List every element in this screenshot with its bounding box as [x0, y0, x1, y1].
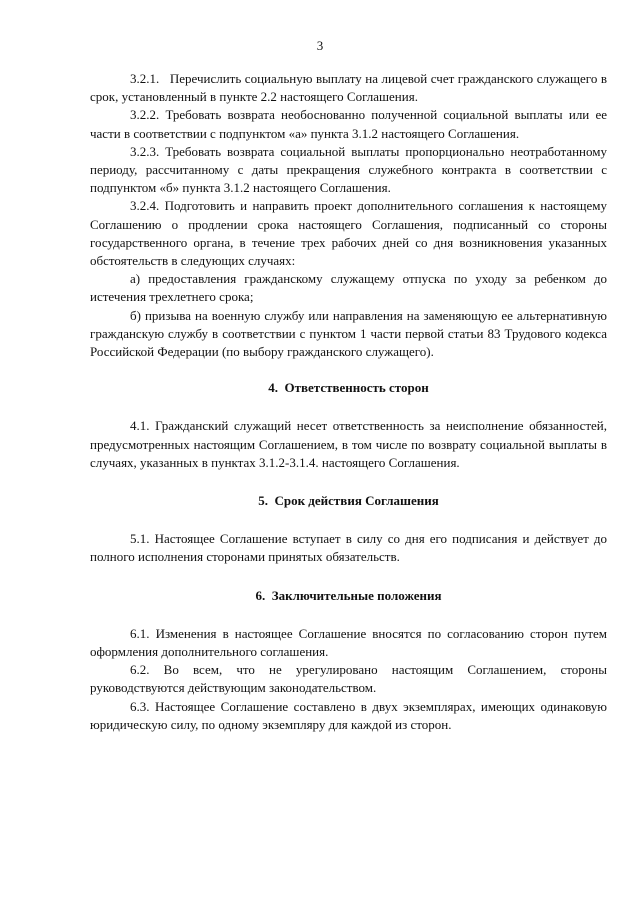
- section-4: [90, 379, 607, 472]
- section-3-continued: [90, 70, 607, 361]
- clause-5-1: 5.1. Настоящее Соглашение вступает в силу со дня его подписания и действует до полного исполнения сторонами принятых обязательств.: [90, 531, 607, 565]
- clause-6-2: 6.2. Во всем, что не урегулировано настоящим Соглашением, стороны руководствуются действующим законодательством.: [90, 662, 607, 696]
- clause-3-2-4: 3.2.4. Подготовить и направить проект дополнительного соглашения к настоящему Соглашению о продлении срока настоящего Соглашения, подписанный со стороны государственного органа, в течение трех рабочих дней со дня возникновения указанных обстоятельств в следующих случаях:: [90, 198, 607, 269]
- section-6-heading: 6. Заключительные положения: [255, 587, 442, 603]
- section-6: [90, 587, 607, 734]
- clause-3-2-4-b: б) призыва на военную службу или направления на заменяющую ее альтернативную гражданскую службу в соответствии с пунктом 1 части первой статьи 83 Трудового кодекса Российской Федерации (по выбору гражданского служащего).: [90, 307, 607, 360]
- clause-3-2-2: 3.2.2. Требовать возврата необоснованно полученной социальной выплаты или ее части в соответствии с подпунктом «а» пункта 3.1.2 настоящего Соглашения.: [90, 107, 607, 141]
- document-body: [90, 70, 607, 734]
- clause-3-2-4-a: а) предоставления гражданскому служащему отпуска по уходу за ребенком до истечения трехлетнего срока;: [90, 271, 607, 305]
- clause-3-2-3: 3.2.3. Требовать возврата социальной выплаты пропорционально неотработанному периоду, рассчитанному с даты прекращения служебного контракта в соответствии с подпунктом «б» пункта 3.1.2 настоящего Соглашения.: [90, 143, 607, 196]
- clause-6-3: 6.3. Настоящее Соглашение составлено в двух экземплярах, имеющих одинаковую юридическую силу, по одному экземпляру для каждой из сторон.: [90, 698, 607, 732]
- clause-4-1: 4.1. Гражданский служащий несет ответственность за неисполнение обязанностей, предусмотренных настоящим Соглашением, в том числе по возврату социальной выплаты в случаях, указанных в пунктах 3.1.2-3.1.4. настоящего Соглашения.: [90, 418, 607, 470]
- clause-6-1: 6.1. Изменения в настоящее Соглашение вносятся по согласованию сторон путем оформления дополнительного соглашения.: [90, 625, 607, 660]
- clause-3-2-1: 3.2.1. Перечислить социальную выплату на лицевой счет гражданского служащего в срок, установленный в пункте 2.2 настоящего Соглашения.: [90, 71, 607, 105]
- section-5: [90, 492, 607, 567]
- page-number: 3: [316, 38, 324, 53]
- section-4-heading: 4. Ответственность сторон: [268, 380, 429, 396]
- section-5-heading: 5. Срок действия Соглашения: [258, 493, 439, 509]
